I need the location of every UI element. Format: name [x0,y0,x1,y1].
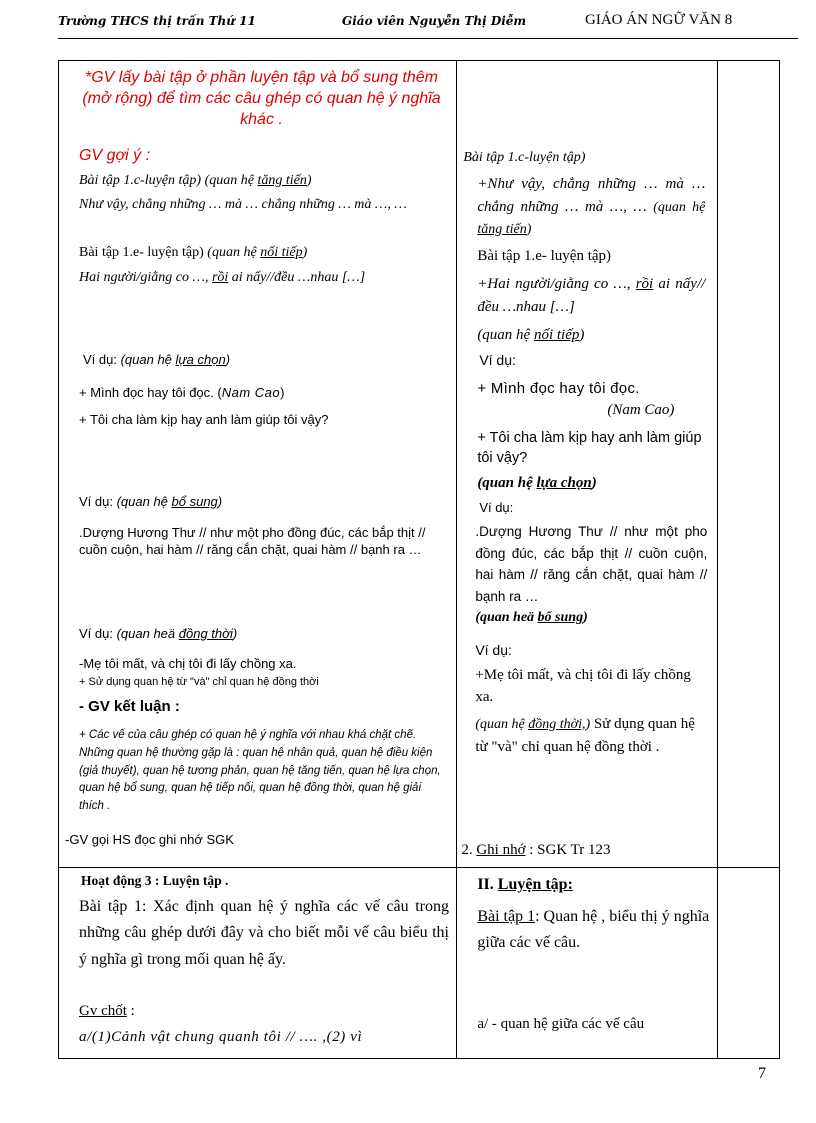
mid-ex1c-rel: (quan hệ [653,199,706,215]
mid-vd1-line1: + Mình đọc hay tôi đọc. [477,380,640,397]
gv-chot: Gv chốt [79,1003,127,1019]
ex1e-text-roi: rồi [211,270,229,285]
ex1c-rel-word: tăng tiến [257,173,307,188]
ghinho-line [461,841,610,861]
note-text: -GV gọi HS đọc ghi nhớ SGK [65,832,234,847]
page-number: 7 [758,1065,766,1082]
table-row [59,868,780,1059]
vd2-rel-word: bổ sung [171,494,218,509]
mid-ex1e-text-roi: rồi [635,276,654,292]
bottom-middle-cell [457,868,718,1059]
vd1-rel: (quan hệ [120,352,176,367]
mid-ex1e-label: Bài tập 1.e- luyện tập) [477,248,612,264]
mid-ex1c-body: +Như vậy, chẳng những … mà … chẳng những … mà …, … [477,176,706,215]
task-text: Bài tập 1: Xác định quan hệ ý nghĩa các vế câu trong những câu ghép dưới đây và cho biết mỗi vế câu biểu thị ý nghĩa gì trong mối quan hệ ấy. [79,898,449,968]
vd1-author: Nam Cao [221,385,281,400]
mid-vd2-rel-line [475,609,587,627]
vd3-label-line [79,625,237,642]
header-teacher: Giáo viên Nguyễn Thị Diễm [342,14,527,28]
answer-text: a/(1)Cảnh vật chung quanh tôi // …. ,(2) vì [79,1029,363,1045]
mid-vd1-rel-word: lựa chọn [536,475,592,491]
ex1e-prefix: Bài tập 1.e- luyện tập) [79,245,208,260]
section-title-line [477,874,573,895]
mid-vd1-label: Ví dụ: [479,352,516,368]
gv-chot-end: : [126,1003,135,1019]
vd3-line2: + Sử dụng quan hệ từ "và" chỉ quan hệ đồng thời [79,676,319,688]
vd2-rel-end: ) [217,494,223,509]
ghinho-num: 2. [461,842,477,858]
vd2-text: .Dượng Hương Thư // như một pho đồng đúc, các bắp thịt // cuồn cuộn, hai hàm // răng cắn chặt, quai hàm // bạnh ra … [79,525,426,558]
mid-ex1c-text [477,173,705,241]
ghinho-word: Ghi nhớ [476,842,526,858]
ex1e-text [79,269,365,287]
mid-ex1e-text-a: +Hai người/giằng co …, [477,276,636,292]
vd2-rel: (quan hệ [116,494,172,509]
mid-vd2-rel: (quan heä [475,610,538,625]
mid-vd1-rel-line [477,474,596,494]
lesson-table [58,60,780,1059]
ex1c-rel: (quan hệ [204,173,258,188]
mid-ex1c-rel-word: tăng tiến [477,222,527,237]
right-column-cell [718,61,780,868]
mid-ex1c-label: Bài tập 1.c-luyện tập) [463,150,586,165]
mid-ex1e-rel: (quan hệ [477,327,534,343]
mid-vd2-rel-end: ) [583,610,588,625]
mid-ex1e-rel-word: nối tiếp [533,327,580,343]
vd3-rel-end: ) [232,626,238,641]
vd1-label: Ví dụ: [83,352,121,367]
mid-vd3-line1: +Mẹ tôi mất, và chị tôi đi lấy chồng xa. [475,667,691,705]
mid-ex1e-text-b: ai nấy//đều …nhau […] [477,276,706,315]
mid-vd2-text: .Dượng Hương Thư // như một pho đồng đúc, các bắp thịt // cuồn cuộn, hai hàm // răng cắn chặt, quai hàm // bạnh ra … [475,524,708,604]
mid-ex1e-rel-end: ) [579,327,585,343]
header-rule [58,38,798,39]
mid-vd3-rel-end: ) [585,717,591,732]
hint-label: GV gợi ý : [79,147,151,164]
mid-vd3-label: Ví dụ: [475,642,512,658]
ex1e-rel-end: ) [302,245,308,260]
gv-chot-line [79,1002,135,1022]
vd1-line1-end: ) [280,385,285,400]
vd1-line1-text: + Mình đọc hay tôi đọc. ( [79,385,222,400]
answer-summary: a/ - quan hệ giữa các vế câu [477,1016,645,1032]
ex1c-rel-end: ) [306,173,312,188]
ex1c-text: Như vậy, chẳng những … mà … chẳng những … mà …, … [79,197,407,212]
vd1-rel-end: ) [225,352,231,367]
mid-ex1c-rel-end: ) [526,222,532,237]
mid-vd2-label: Ví dụ: [479,500,514,515]
mid-vd3-rel-word: đồng thời, [528,717,586,732]
middle-column-cell [457,61,718,868]
ex1e-text-b: ai nấy//đều …nhau […] [228,270,366,285]
intro-text: *GV lấy bài tập ở phần luyện tập và bổ sung thêm (mở rộng) để tìm các câu ghép có quan hệ ý nghĩa khác . [82,69,441,129]
vd3-line1: -Mẹ tôi mất, và chị tôi đi lấy chồng xa. [79,656,297,671]
vd3-rel: (quan heä [116,626,179,641]
table-row [59,61,780,868]
conclude-text: + Các vế của câu ghép có quan hệ ý nghĩa với nhau khá chặt chẽ. Những quan hệ thường gặp là : quan hệ nhân quả, quan hệ điều kiện (giả thuyết), quan hệ tương phản, quan hệ tăng tiến, quan hệ lựa chọn, quan hệ bổ sung, quan hệ tiếp nối, quan hệ đồng thời, quan hệ giải thích . [79,729,441,813]
ex1e-rel: (quan hệ [207,245,261,260]
section-title: Luyện tập: [497,876,573,893]
vd3-label: Ví dụ: [79,626,117,641]
vd1-line1 [79,384,284,401]
bottom-right-cell [718,868,780,1059]
ex1c-line [79,172,312,190]
ex1c-prefix: Bài tập 1.c-luyện tập) [79,173,205,188]
mid-vd1-rel: (quan hệ [477,475,537,491]
vd2-label: Ví dụ: [79,494,117,509]
task-summary-label: Bài tập 1 [477,908,536,925]
vd1-line2: + Tôi cha làm kịp hay anh làm giúp tôi vậy? [79,412,329,427]
mid-vd1-line2: + Tôi cha làm kịp hay anh làm giúp tôi vậy? [477,430,702,466]
ex1e-line [79,244,307,262]
task-summary [477,904,709,955]
ghinho-rest: : SGK Tr 123 [525,842,611,858]
vd2-label-line [79,493,222,510]
mid-vd3-line2-block [475,713,707,758]
vd1-label-line [83,351,230,368]
ex1e-text-a: Hai người/giằng co …, [79,270,212,285]
activity-title: Hoạt động 3 : Luyện tập . [81,873,229,888]
mid-vd3-rel: (quan hệ [475,717,529,732]
header-title: GIÁO ÁN NGỮ VĂN 8 [585,12,733,28]
mid-vd3-line2: Sử dụng quan hệ từ "và" chỉ quan hệ đồng thời . [475,716,695,755]
left-column-cell [59,61,457,868]
mid-vd2-rel-word: bổ sung [537,610,584,625]
header-school: Trường THCS thị trấn Thứ 11 [58,14,256,28]
vd3-rel-word: đồng thời [178,626,233,641]
section-num: II. [477,876,498,893]
conclude-label: - GV kết luận : [79,698,180,715]
mid-vd1-rel-end: ) [591,475,597,491]
vd1-rel-word: lựa chọn [175,352,226,367]
task-summary-text: : Quan hệ , biểu thị ý nghĩa giữa các vế câu. [477,908,710,951]
mid-ex1e-rel-line [477,326,584,346]
mid-vd1-author: (Nam Cao) [607,402,675,418]
mid-ex1e-text [477,273,705,318]
bottom-left-cell [59,868,457,1059]
ex1e-rel-word: nối tiếp [260,245,303,260]
